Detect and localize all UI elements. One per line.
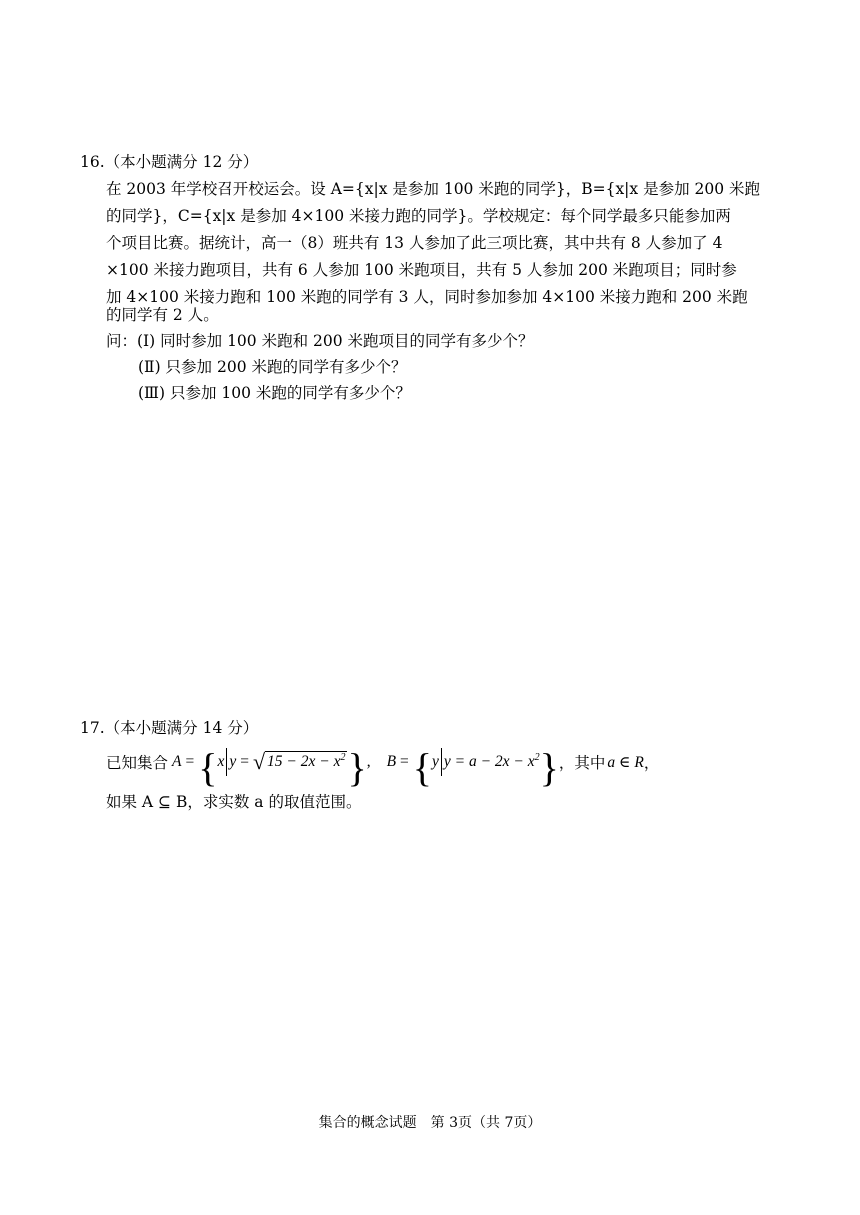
set-b-var: y xyxy=(431,753,439,770)
set-builder-bar-b xyxy=(441,748,442,776)
q17-formula-line: 已知集合 A = { x y = √ $15 - 2x - x^2$ } , B = { y $y = a - 2x - x^2$ } ，其中 a ∈ R ， xyxy=(106,745,660,790)
q17-line-2: 如果 A ⊆ B，求实数 a 的取值范围。 xyxy=(106,793,362,811)
q16-line-6: 的同学有 2 人。 xyxy=(106,306,219,324)
page-footer: 集合的概念试题 第 3页（共 7页） xyxy=(318,1115,542,1131)
left-brace: { xyxy=(198,745,218,790)
sqrt-icon: √ xyxy=(252,749,266,774)
set-b-name: B xyxy=(386,753,397,770)
q16-line-4: ×100 米接力跑项目，共有 6 人参加 100 米跑项目，共有 5 人参加 200 米跑项目；同时参 xyxy=(106,261,737,279)
q16-line-1: 在 2003 年学校召开校运会。设 A={x|x 是参加 100 米跑的同学}，B={x|x 是参加 200 米跑 xyxy=(106,180,761,198)
right-brace: } xyxy=(347,745,367,790)
q16-line-2: 的同学}，C={x|x 是参加 4×100 米接力跑的同学}。学校规定：每个同学最多只能参加两 xyxy=(106,207,731,225)
radicand: $15 - 2x - x^2$ xyxy=(267,752,346,771)
q16-line-5: 加 4×100 米接力跑和 100 米跑的同学有 3 人，同时参加参加 4×100 米接力跑和 200 米跑 xyxy=(106,288,748,306)
q17-condition: a ∈ R xyxy=(607,753,644,771)
set-builder-bar xyxy=(226,748,227,776)
q17-where: ，其中 xyxy=(558,755,606,772)
left-brace-b: { xyxy=(412,745,432,790)
q16-line-3: 个项目比赛。据统计，高一（8）班共有 13 人参加了此三项比赛，其中共有 8 人参加了 4 xyxy=(106,234,723,252)
q16-question-3: (Ⅲ) 只参加 100 米跑的同学有多少个？ xyxy=(138,384,411,402)
q16-header: 16.（本小题满分 12 分） xyxy=(80,153,259,171)
set-a-name: A xyxy=(172,753,182,770)
q16-question-2: (Ⅱ) 只参加 200 米跑的同学有多少个？ xyxy=(138,358,407,376)
q17-comma: ， xyxy=(643,755,660,772)
q17-prefix: 已知集合 xyxy=(106,755,169,772)
sqrt-expression xyxy=(253,751,348,773)
set-a-lhs: y xyxy=(229,753,237,770)
q16-question-1: 问：(Ⅰ) 同时参加 100 米跑和 200 米跑项目的同学有多少个？ xyxy=(106,332,534,350)
right-brace-b: } xyxy=(539,745,559,790)
set-a-var: x xyxy=(217,753,225,770)
q17-header: 17.（本小题满分 14 分） xyxy=(80,719,259,737)
set-b-expr: $y = a - 2x - x^2$ xyxy=(443,752,540,771)
